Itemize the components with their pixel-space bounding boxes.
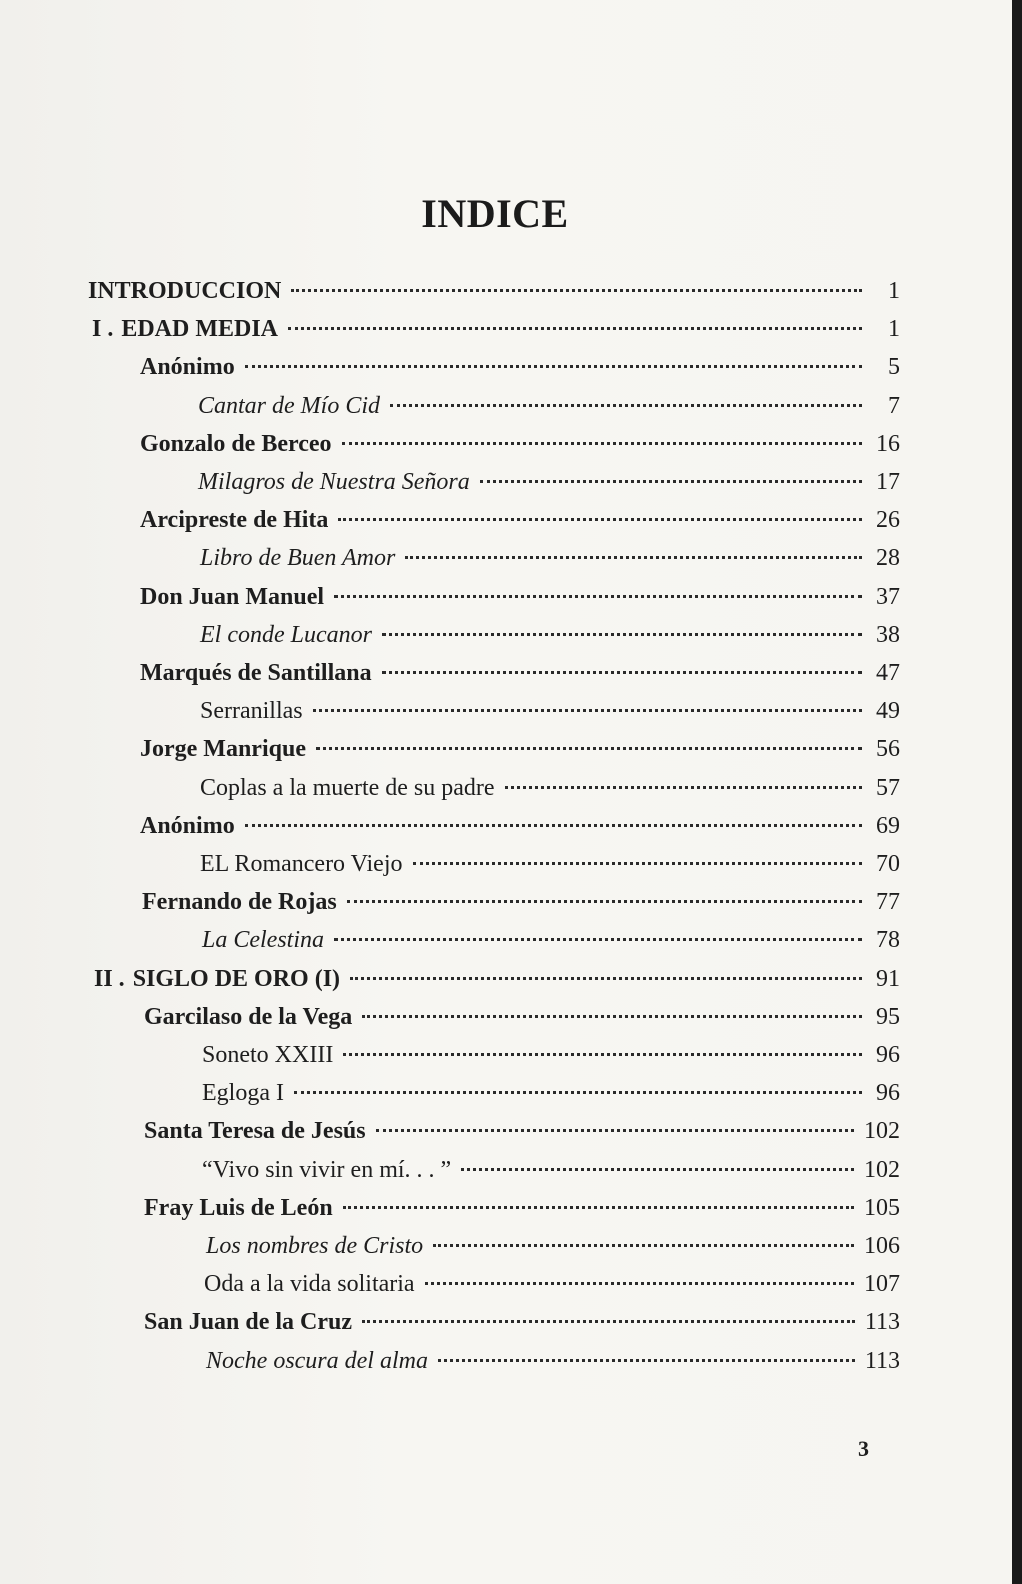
dot-leader — [390, 404, 862, 407]
toc-entry — [200, 775, 900, 809]
dot-leader — [347, 900, 862, 903]
toc-entry-page: 113 — [864, 1309, 900, 1336]
toc-entry-page: 1 — [888, 278, 900, 304]
toc-entry — [202, 1157, 900, 1191]
toc-entry — [198, 469, 900, 503]
toc-entry-label: SIGLO DE ORO (I) — [132, 965, 341, 992]
toc-entry — [206, 1233, 900, 1267]
toc-entry-label: EL Romancero Viejo — [200, 851, 403, 877]
toc-entry — [140, 507, 900, 541]
dot-leader — [245, 824, 862, 827]
dot-leader — [362, 1015, 862, 1018]
toc-entry — [202, 1080, 900, 1114]
toc-entry-page: 70 — [876, 851, 900, 877]
toc-entry-label: Serranillas — [200, 698, 303, 725]
toc-entry — [140, 736, 900, 770]
toc-entry-page: 102 — [864, 1156, 900, 1183]
toc-entry-label: Anónimo — [140, 812, 235, 839]
toc-entry-label: Gonzalo de Berceo — [140, 430, 332, 457]
toc-entry — [140, 584, 900, 618]
toc-entry-page: 78 — [876, 927, 900, 954]
dot-leader — [350, 977, 862, 980]
toc-entry-label: San Juan de la Cruz — [144, 1309, 353, 1336]
toc-entry-label: Arcipreste de Hita — [140, 507, 329, 534]
dot-leader — [343, 1206, 854, 1209]
dot-leader — [382, 671, 862, 674]
toc-entry-label: Noche oscura del alma — [206, 1347, 428, 1374]
toc-entry-page: 113 — [864, 1347, 900, 1374]
toc-entry-page: 96 — [876, 1042, 900, 1068]
dot-leader — [413, 862, 863, 865]
dot-leader — [334, 938, 862, 941]
toc-entry-label: “Vivo sin vivir en mí. . . ” — [202, 1156, 452, 1183]
toc-entry-label: Egloga I — [202, 1080, 284, 1107]
dot-leader — [334, 595, 862, 598]
toc-entry-label: Fray Luis de León — [144, 1194, 333, 1221]
toc-entry-label: Coplas a la muerte de su padre — [200, 774, 495, 801]
toc-entry — [202, 927, 900, 961]
toc-entry-page: 5 — [888, 354, 900, 381]
page-number: 3 — [858, 1436, 869, 1461]
toc-entry-page: 38 — [876, 621, 900, 648]
toc-entry-page: 1 — [888, 316, 900, 343]
toc-entry-label: Garcilaso de la Vega — [144, 1003, 353, 1030]
toc-entry — [140, 354, 900, 388]
toc-entry-label: Fernando de Rojas — [142, 889, 337, 916]
toc-entry-page: 96 — [876, 1080, 900, 1107]
toc-entry-page: 91 — [876, 965, 900, 992]
toc-entry-label: Cantar de Mío Cid — [198, 392, 381, 419]
toc-entry — [200, 545, 900, 579]
toc-entry-page: 26 — [876, 507, 900, 534]
toc-entry-page: 105 — [864, 1194, 900, 1221]
toc-entry — [144, 1004, 900, 1038]
dot-leader — [438, 1359, 855, 1362]
toc-entry-page: 28 — [876, 545, 900, 572]
toc-entry-label: Oda a la vida solitaria — [204, 1271, 415, 1298]
toc-entry — [142, 889, 900, 923]
toc-entry — [206, 1348, 900, 1382]
toc-entry-page: 56 — [876, 736, 900, 763]
toc-entry — [140, 660, 900, 694]
dot-leader — [343, 1053, 862, 1056]
toc-entry-label: Libro de Buen Amor — [200, 545, 396, 572]
dot-leader — [288, 327, 862, 330]
dot-leader — [245, 365, 862, 368]
toc-entry — [200, 851, 900, 885]
toc-entry-page: 49 — [876, 698, 900, 725]
toc-entry — [140, 813, 900, 847]
section-numeral: II . — [94, 965, 125, 992]
toc-entry-label: El conde Lucanor — [200, 621, 372, 648]
toc-entry — [92, 316, 900, 350]
toc-entry-label: Los nombres de Cristo — [206, 1233, 424, 1259]
toc-entry-page: 7 — [888, 392, 900, 419]
dot-leader — [382, 633, 862, 636]
toc-entry-label: Don Juan Manuel — [140, 583, 325, 610]
toc-entry-page: 102 — [864, 1118, 900, 1145]
toc-entry-page: 16 — [876, 430, 900, 457]
toc-entry — [200, 622, 900, 656]
toc-entry-page: 37 — [876, 583, 900, 610]
dot-leader — [433, 1244, 854, 1247]
dot-leader — [480, 480, 862, 483]
dot-leader — [294, 1091, 862, 1094]
dot-leader — [316, 747, 862, 750]
toc-entry-label: EDAD MEDIA — [121, 316, 279, 343]
toc-entry-page: 57 — [876, 774, 900, 801]
page-title: INDICE — [421, 191, 569, 236]
toc-entry — [204, 1271, 900, 1305]
toc-entry-page: 77 — [876, 889, 900, 916]
dot-leader — [505, 786, 862, 789]
toc-entry-page: 95 — [876, 1003, 900, 1030]
dot-leader — [461, 1168, 854, 1171]
dot-leader — [425, 1282, 854, 1285]
dot-leader — [313, 709, 862, 712]
toc-entry-label: Jorge Manrique — [140, 736, 306, 763]
toc-entry-page: 17 — [876, 469, 900, 495]
dot-leader — [362, 1320, 855, 1323]
toc-entry-label: Milagros de Nuestra Señora — [198, 469, 470, 495]
dot-leader — [405, 556, 862, 559]
toc-entry — [144, 1195, 900, 1229]
toc-entry-page: 106 — [864, 1233, 900, 1259]
toc-entry — [198, 393, 900, 427]
toc-entry — [200, 698, 900, 732]
toc-entry — [88, 278, 900, 312]
toc-entry-label: Marqués de Santillana — [140, 660, 372, 686]
section-numeral: I . — [92, 316, 114, 343]
toc-entry-label: Anónimo — [140, 354, 235, 381]
toc-entry-label: Soneto XXIII — [202, 1042, 334, 1068]
toc-entry-page: 69 — [876, 812, 900, 839]
toc-entry-label: INTRODUCCION — [88, 278, 282, 304]
toc-entry-page: 107 — [864, 1271, 900, 1298]
dot-leader — [342, 442, 862, 445]
toc-entry — [144, 1118, 900, 1152]
toc-entry — [144, 1309, 900, 1343]
toc-entry — [94, 966, 900, 1000]
toc-entry — [202, 1042, 900, 1076]
dot-leader — [338, 518, 862, 521]
toc-entry — [140, 431, 900, 465]
dot-leader — [376, 1129, 854, 1132]
toc-entry-page: 47 — [876, 660, 900, 686]
toc-entry-label: Santa Teresa de Jesús — [144, 1118, 366, 1145]
dot-leader — [291, 289, 862, 292]
toc-entry-label: La Celestina — [202, 927, 325, 954]
